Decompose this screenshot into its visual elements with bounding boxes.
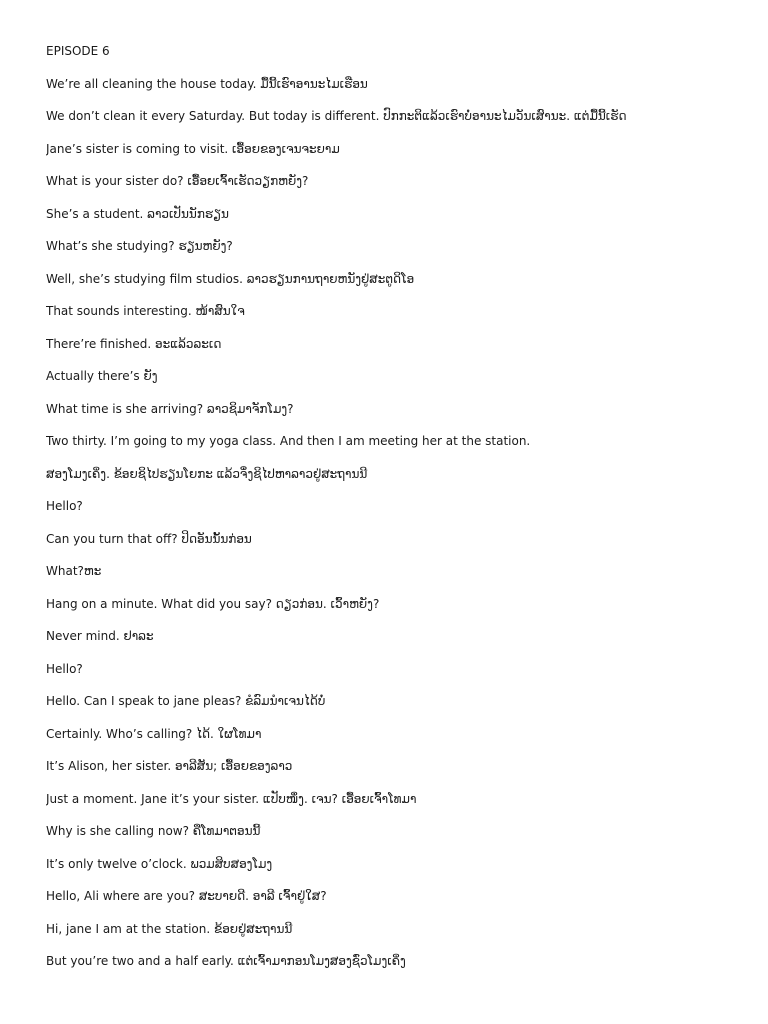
- document-page: [46, 42, 746, 985]
- dialogue-line: Hi, jane I am at the station. ຂ້ອຍຢູ່ສະຖານນີ: [46, 921, 293, 936]
- dialogue-line: But you’re two and a half early. ແຕ່ເຈົ້າມາກອນໂມງສອງຊົ່ວໂມງເຄິ່ງ: [46, 954, 406, 968]
- dialogue-line: We don’t clean it every Saturday. But today is different. ປົກກະຕິແລ້ວເຮົາບໍ່ອານະໄມວັນເສົານະ. ແຕ່ມື້ນີ້ເຮັດ: [46, 109, 627, 123]
- dialogue-line: Hello?: [46, 661, 83, 676]
- dialogue-line: Actually there’s ຍັງ: [46, 369, 158, 383]
- dialogue-line: There’re finished. ອະແລ້ວລະເດ: [46, 336, 222, 351]
- dialogue-line: Hello?: [46, 499, 83, 513]
- dialogue-line: Two thirty. I’m going to my yoga class. And then I am meeting her at the station.: [46, 434, 531, 448]
- dialogue-line: Hang on a minute. What did you say? ດຽວກ່ອນ. ເວົ້າຫຍັງ?: [46, 596, 380, 611]
- dialogue-line: It’s only twelve o’clock. ພວມສິບສອງໂມງ: [46, 856, 273, 871]
- dialogue-line: She’s a student. ລາວເປັນນັກຮຽນ: [46, 206, 229, 221]
- dialogue-line: ສອງໂມງເຄິ່ງ. ຂ້ອຍຊິໄປຮຽນໂຍກະ ແລ້ວຈຶ່ງຊິໄປຫາລາວຢູ່ສະຖານນີ: [46, 466, 368, 481]
- dialogue-lines: [46, 75, 746, 971]
- dialogue-line: Just a moment. Jane it’s your sister. ແປັບໜຶ່ງ. ເຈນ? ເອື້ອຍເຈົ້າໂທມາ: [46, 791, 417, 806]
- dialogue-line: What time is she arriving? ລາວຊິມາຈັກໂມງ?: [46, 401, 294, 416]
- dialogue-line: Can you turn that off? ປິດອັນນັ້ນກ່ອນ: [46, 531, 252, 546]
- dialogue-line: Well, she’s studying film studios. ລາວຮຽນການຖາຍຫນັງຢູ່ສະຕູດິໂອ: [46, 271, 415, 286]
- dialogue-line: Why is she calling now? ຄືໂທມາຕອນນີ້: [46, 824, 261, 838]
- dialogue-line: It’s Alison, her sister. ອາລີສັນ; ເອື້ອຍຂອງລາວ: [46, 759, 293, 773]
- dialogue-line: What’s she studying? ຮຽນຫຍັງ?: [46, 239, 233, 253]
- episode-title: EPISODE 6: [46, 44, 110, 58]
- dialogue-line: Hello, Ali where are you? ສະບາຍດີ. ອາລີ ເຈົ້າຢູ່ໃສ?: [46, 889, 327, 903]
- dialogue-line: Hello. Can I speak to jane pleas? ຂໍລົມນຳເຈນໄດ້ບໍ່: [46, 694, 326, 708]
- dialogue-line: What is your sister do? ເອື້ອຍເຈົ້າເຮັດວຽກຫຍັງ?: [46, 174, 309, 188]
- dialogue-line: That sounds interesting. ໜ້າສົນໃຈ: [46, 304, 245, 318]
- dialogue-line: We’re all cleaning the house today. ມື້ນີ້ເຮົາອານະໄມເຮືອນ: [46, 76, 368, 91]
- dialogue-line: Jane’s sister is coming to visit. ເອື້ອຍຂອງເຈນຈະຍາມ: [46, 141, 340, 156]
- dialogue-line: What?ຫະ: [46, 564, 102, 578]
- dialogue-line: Never mind. ຢາລະ: [46, 629, 154, 643]
- dialogue-line: Certainly. Who’s calling? ໄດ້. ໃຜໂທມາ: [46, 726, 262, 741]
